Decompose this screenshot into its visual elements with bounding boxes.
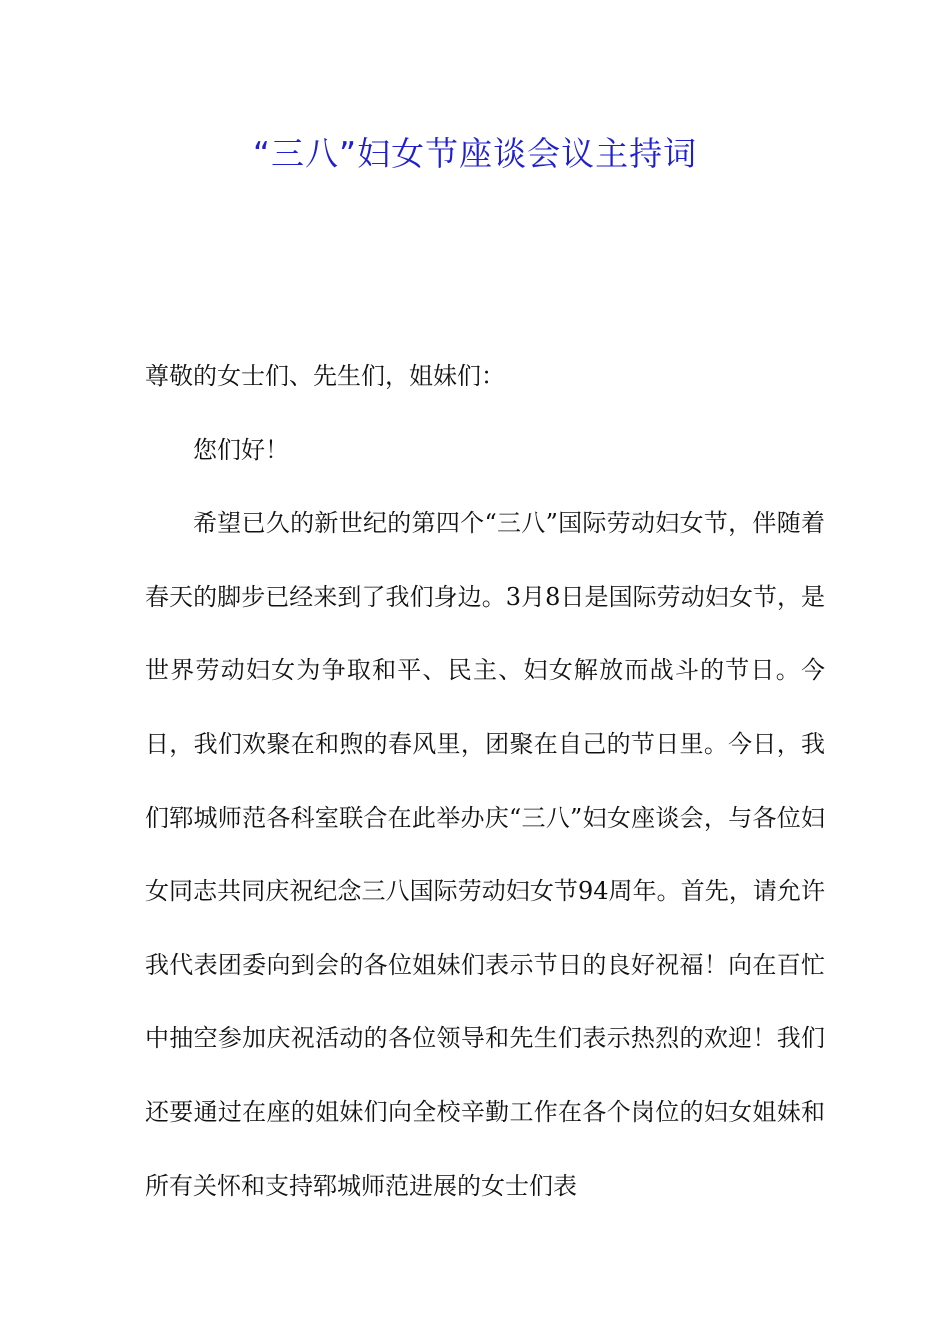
document-body bbox=[145, 340, 825, 1223]
paragraph-hello: 您们好！ bbox=[193, 435, 289, 464]
paragraph-main: 希望已久的新世纪的第四个“三八”国际劳动妇女节，伴随着春天的脚步已经来到了我们身边。3月8日是国际劳动妇女节，是世界劳动妇女为争取和平、民主、妇女解放而战斗的节日。今日，我们欢聚在和煦的春风里，团聚在自己的节日里。今日，我们郓城师范各科室联合在此举办庆“三八”妇女座谈会，与各位妇女同志共同庆祝纪念三八国际劳动妇女节94周年。首先，请允许我代表团委向到会的各位姐妹们表示节日的良好祝福！向在百忙中抽空参加庆祝活动的各位领导和先生们表示热烈的欢迎！我们还要通过在座的姐妹们向全校辛勤工作在各个岗位的妇女姐妹和所有关怀和支持郓城师范进展的女士们表 bbox=[145, 509, 825, 1200]
document-title: “三八”妇女节座谈会议主持词 bbox=[252, 134, 698, 173]
greeting-line: 尊敬的女士们、先生们，姐妹们： bbox=[145, 362, 505, 390]
